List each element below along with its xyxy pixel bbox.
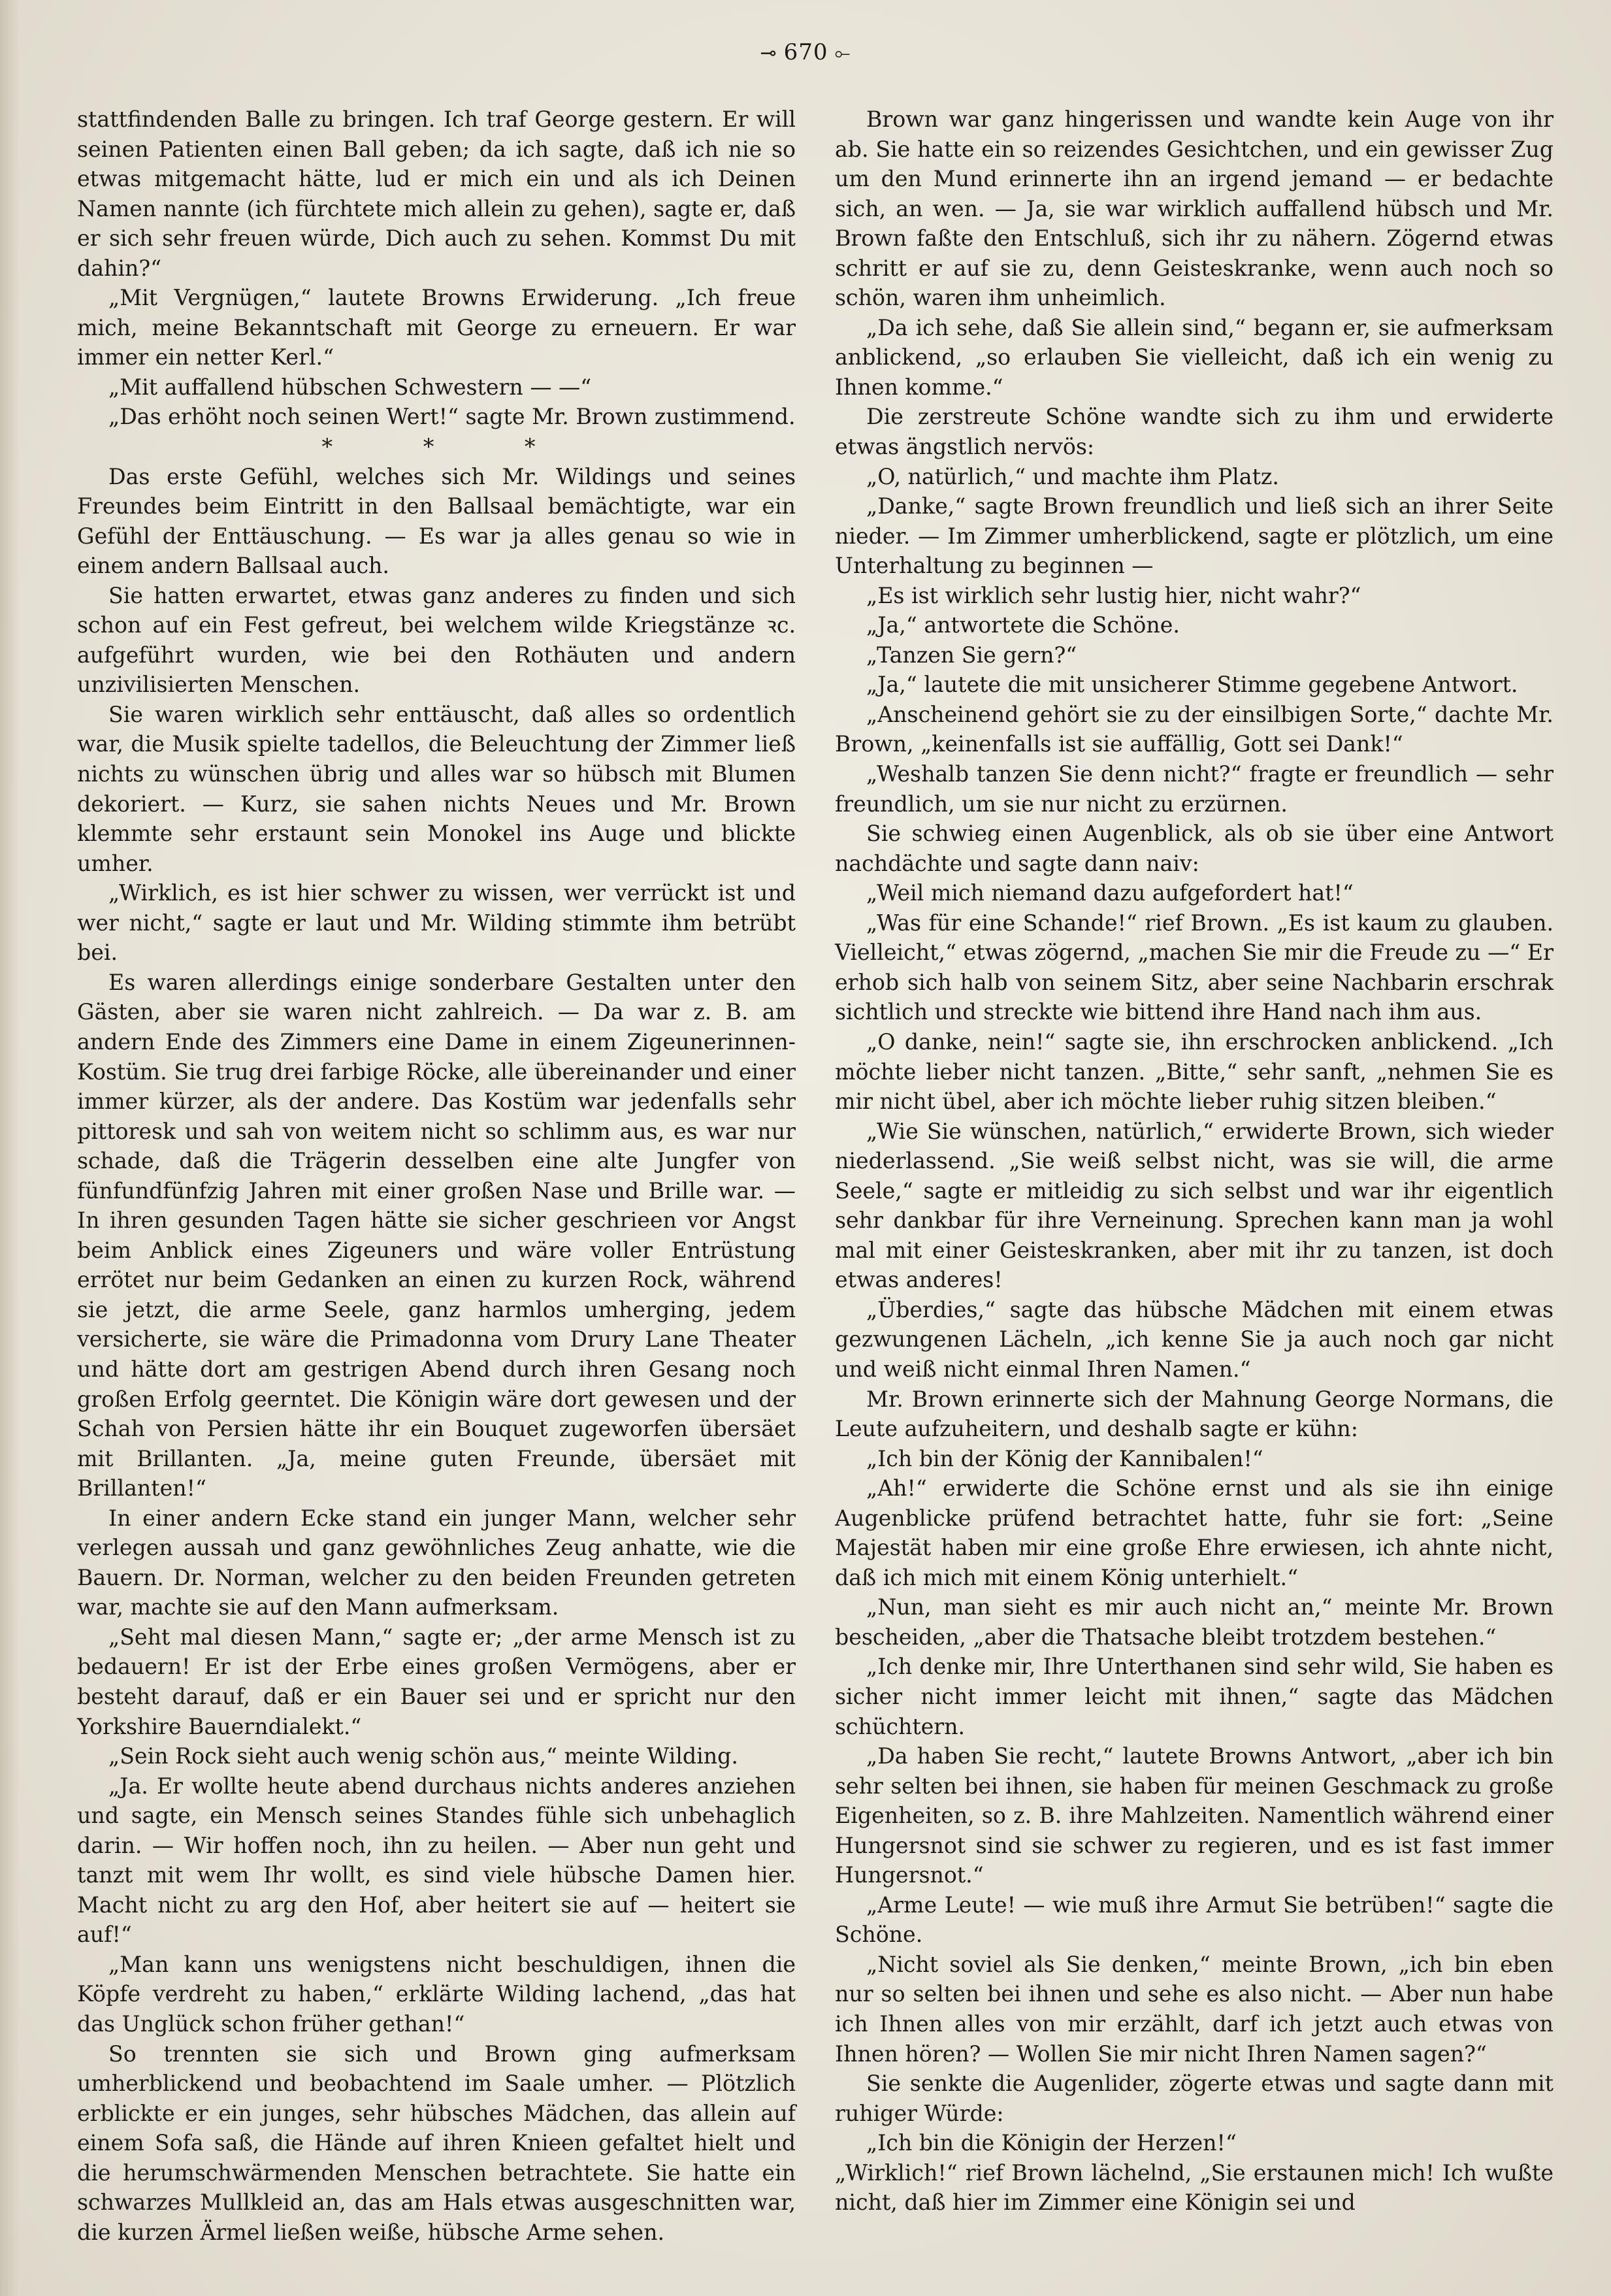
- paragraph: „Es ist wirklich sehr lustig hier, nicht wahr?“: [866, 582, 1361, 608]
- left-ornament-icon: ⊸: [760, 42, 777, 65]
- paragraph: „Seht mal diesen Mann,“ sagte er; „der arme Mensch ist zu bedauern! Er ist der Erbe eines großen Vermögens, aber er besteht darauf, daß er ein Bauer sei und er spricht nur den Yorkshire Bauerndialekt.“: [77, 1624, 796, 1739]
- paragraph: „Arme Leute! — wie muß ihre Armut Sie betrüben!“ sagte die Schöne.: [835, 1892, 1554, 1948]
- paragraph: „Sein Rock sieht auch wenig schön aus,“ meinte Wilding.: [108, 1743, 738, 1769]
- paragraph: „Mit Vergnügen,“ lautete Browns Erwiderung. „Ich freue mich, meine Bekanntschaft mit George zu erneuern. Er war immer ein netter Kerl.“: [77, 285, 796, 370]
- paragraph: Mr. Brown erinnerte sich der Mahnung George Normans, die Leute aufzuheitern, und deshalb sagte er kühn:: [835, 1386, 1554, 1442]
- paragraph: „Ah!“ erwiderte die Schöne ernst und als sie ihn einige Augenblicke prüfend betrachtet hatte, fuhr sie fort: „Seine Majestät haben mir eine große Ehre erwiesen, ich ahnte nicht, daß ich mich mit einem König unterhielt.“: [835, 1475, 1554, 1590]
- paragraph: „Nicht soviel als Sie denken,“ meinte Brown, „ich bin eben nur so selten bei ihnen und sehe es also nicht. — Aber nun habe ich Ihnen alles von mir erzählt, darf ich jetzt auch etwas von Ihnen hören? — Wollen Sie mir nicht Ihren Namen sagen?“: [835, 1951, 1554, 2067]
- paragraph: „Ich bin die Königin der Herzen!“: [866, 2130, 1237, 2156]
- paragraph: „Überdies,“ sagte das hübsche Mädchen mit einem etwas gezwungenen Lächeln, „ich kenne Sie ja auch noch gar nicht und weiß nicht einmal Ihren Namen.“: [835, 1296, 1554, 1382]
- paragraph: „Wirklich, es ist hier schwer zu wissen, wer verrückt ist und wer nicht,“ sagte er laut und Mr. Wilding stimmte ihm betrübt bei.: [77, 880, 796, 966]
- right-column: [835, 105, 1554, 2218]
- paragraph: Das erste Gefühl, welches sich Mr. Wildings und seines Freundes beim Eintritt in den Ballsaal bemächtigte, war ein Gefühl der Enttäuschung. — Es war ja alles genau so wie in einem andern Ballsaal auch.: [77, 463, 796, 579]
- paragraph: „Ja,“ lautete die mit unsicherer Stimme gegebene Antwort.: [866, 672, 1518, 698]
- paragraph: „Tanzen Sie gern?“: [866, 642, 1077, 668]
- paragraph: „Ja. Er wollte heute abend durchaus nichts anderes anziehen und sagte, ein Mensch seines Standes fühle sich unbehaglich darin. — Wir hoffen noch, ihn zu heilen. — Aber nun geht und tanzt mit wem Ihr wollt, es sind viele hübsche Damen hier. Macht nicht zu arg den Hof, aber heitert sie auf — heitert sie auf!“: [77, 1773, 796, 1948]
- binding-shadow: [0, 0, 20, 2296]
- section-divider: * * *: [321, 434, 578, 460]
- left-column: [77, 105, 796, 2247]
- paragraph: „Da haben Sie recht,“ lautete Browns Antwort, „aber ich bin sehr selten bei ihnen, sie haben für meinen Geschmack zu große Eigenheiten, so z. B. ihre Mahlzeiten. Namentlich während einer Hungersnot sind sie schwer zu regieren, und es ist fast immer Hungersnot.“: [835, 1743, 1554, 1888]
- paragraph: Sie schwieg einen Augenblick, als ob sie über eine Antwort nachdächte und sagte dann naiv:: [835, 821, 1554, 876]
- paragraph: „O, natürlich,“ und machte ihm Platz.: [866, 463, 1279, 489]
- paragraph: „O danke, nein!“ sagte sie, ihn erschrocken anblickend. „Ich möchte lieber nicht tanzen. „Bitte,“ sehr sanft, „nehmen Sie es mir nicht übel, aber ich möchte lieber ruhig sitzen bleiben.“: [835, 1028, 1554, 1115]
- paragraph: „Man kann uns wenigstens nicht beschuldigen, ihnen die Köpfe verdreht zu haben,“ erklärte Wilding lachend, „das hat das Unglück schon früher gethan!“: [77, 1951, 796, 2037]
- paragraph: Brown war ganz hingerissen und wandte kein Auge von ihr ab. Sie hatte ein so reizendes Gesichtchen, und ein gewisser Zug um den Mund erinnerte ihn an irgend jemand — er bedachte sich, an wen. — Ja, sie war wirklich auffallend hübsch und Mr. Brown faßte den Entschluß, sich ihr zu nähern. Zögernd etwas schritt er auf sie zu, denn Geisteskranke, wenn auch noch so schön, waren ihm unheimlich.: [835, 107, 1554, 311]
- right-ornament-icon: ⟜: [834, 42, 851, 65]
- paragraph: stattfindenden Balle zu bringen. Ich traf George gestern. Er will seinen Patienten einen Ball geben; da ich sagte, daß ich nie so etwas mitgemacht hätte, lud er mich ein und als ich Deinen Namen nannte (ich fürchtete mich allein zu gehen), sagte er, daß er sich sehr freuen würde, Dich auch zu sehen. Kommst Du mit dahin?“: [77, 107, 796, 281]
- paragraph: In einer andern Ecke stand ein junger Mann, welcher sehr verlegen aussah und ganz gewöhnliches Zeug anhatte, wie die Bauern. Dr. Norman, welcher zu den beiden Freunden getreten war, machte sie auf den Mann aufmerksam.: [77, 1505, 796, 1620]
- paragraph: „Nun, man sieht es mir auch nicht an,“ meinte Mr. Brown bescheiden, „aber die Thatsache bleibt trotzdem bestehen.“: [835, 1594, 1554, 1650]
- paragraph: „Danke,“ sagte Brown freundlich und ließ sich an ihrer Seite nieder. — Im Zimmer umherblickend, sagte er plötzlich, um eine Unterhaltung zu beginnen —: [835, 493, 1554, 579]
- paragraph: So trennten sie sich und Brown ging aufmerksam umherblickend und beobachtend im Saale umher. — Plötzlich erblickte er ein junges, sehr hübsches Mädchen, das allein auf einem Sofa saß, die Hände auf ihren Knieen gefaltet hielt und die herumschwärmenden Menschen betrachtete. Sie hatte ein schwarzes Mullkleid an, das am Hals etwas ausgeschnitten war, die kurzen Ärmel ließen weiße, hübsche Arme sehen.: [77, 2041, 796, 2245]
- paragraph: „Ja,“ antwortete die Schöne.: [866, 612, 1180, 638]
- paragraph: „Da ich sehe, daß Sie allein sind,“ begann er, sie aufmerksam anblickend, „so erlauben Sie vielleicht, daß ich ein wenig zu Ihnen komme.“: [835, 314, 1554, 400]
- page-number-header: [0, 39, 1611, 65]
- paragraph: Sie waren wirklich sehr enttäuscht, daß alles so ordentlich war, die Musik spielte tadellos, die Beleuchtung der Zimmer ließ nichts zu wünschen übrig und alles war so hübsch mit Blumen dekoriert. — Kurz, sie sahen nichts Neues und Mr. Brown klemmte sehr erstaunt sein Monokel ins Auge und blickte umher.: [77, 701, 796, 876]
- paragraph: „Was für eine Schande!“ rief Brown. „Es ist kaum zu glauben. Vielleicht,“ etwas zögernd, „machen Sie mir die Freude zu —“ Er erhob sich halb von seinem Sitz, aber seine Nachbarin erschrak sichtlich und streckte wie bittend ihre Hand nach ihm aus.: [835, 910, 1554, 1025]
- paragraph: „Ich denke mir, Ihre Unterthanen sind sehr wild, Sie haben es sicher nicht immer leicht mit ihnen,“ sagte das Mädchen schüchtern.: [835, 1654, 1554, 1739]
- paragraph: „Anscheinend gehört sie zu der einsilbigen Sorte,“ dachte Mr. Brown, „keinenfalls ist sie auffällig, Gott sei Dank!“: [835, 701, 1554, 757]
- paragraph: „Wirklich!“ rief Brown lächelnd, „Sie erstaunen mich! Ich wußte nicht, daß hier im Zimmer eine Königin sei und: [835, 2159, 1554, 2216]
- paragraph: „Das erhöht noch seinen Wert!“ sagte Mr. Brown zustimmend.: [108, 404, 796, 430]
- paragraph: Es waren allerdings einige sonderbare Gestalten unter den Gästen, aber sie waren nicht zahlreich. — Da war z. B. am andern Ende des Zimmers eine Dame in einem Zigeunerinnen-Kostüm. Sie trug drei farbige Röcke, alle übereinander und einer immer kürzer, als der andere. Das Kostüm war jedenfalls sehr pittoresk und sah von weitem nicht so schlimm aus, es war nur schade, daß die Trägerin desselben eine alte Jungfer von fünfundfünfzig Jahren mit einer großen Nase und Brille war. — In ihren gesunden Tagen hätte sie sicher geschrieen vor Angst beim Anblick eines Zigeuners und wäre voller Entrüstung errötet nur beim Gedanken an einen zu kurzen Rock, während sie jetzt, die arme Seele, ganz harmlos umherging, jedem versicherte, sie wäre die Primadonna vom Drury Lane Theater und hätte dort am gestrigen Abend durch ihren Gesang noch großen Erfolg geerntet. Die Königin wäre dort gewesen und der Schah von Persien hätte ihr ein Bouquet zugeworfen übersäet mit Brillanten. „Ja, meine guten Freunde, übersäet mit Brillanten!“: [77, 969, 796, 1501]
- paragraph: „Mit auffallend hübschen Schwestern — —“: [108, 374, 592, 400]
- paragraph: Sie senkte die Augenlider, zögerte etwas und sagte dann mit ruhiger Würde:: [835, 2071, 1554, 2126]
- paragraph: Die zerstreute Schöne wandte sich zu ihm und erwiderte etwas ängstlich nervös:: [835, 404, 1554, 460]
- paragraph: „Wie Sie wünschen, natürlich,“ erwiderte Brown, sich wieder niederlassend. „Sie weiß selbst nicht, was sie will, die arme Seele,“ sagte er mitleidig zu sich selbst und war ihr eigentlich sehr dankbar für ihre Verneinung. Sprechen kann man ja wohl mal mit einer Geisteskranken, aber mit ihr zu tanzen, ist doch etwas anderes!: [835, 1118, 1554, 1293]
- paragraph: „Weshalb tanzen Sie denn nicht?“ fragte er freundlich — sehr freundlich, um sie nur nicht zu erzürnen.: [835, 761, 1554, 817]
- paragraph: „Weil mich niemand dazu aufgefordert hat!“: [866, 880, 1354, 906]
- paragraph: Sie hatten erwartet, etwas ganz anderes zu finden und sich schon auf ein Fest gefreut, bei welchem wilde Kriegstänze ꝛc. aufgeführt wurden, wie bei den Rothäuten und andern unzivilisierten Menschen.: [77, 582, 796, 698]
- paragraph: „Ich bin der König der Kannibalen!“: [866, 1445, 1263, 1471]
- page-number: 670: [783, 39, 828, 65]
